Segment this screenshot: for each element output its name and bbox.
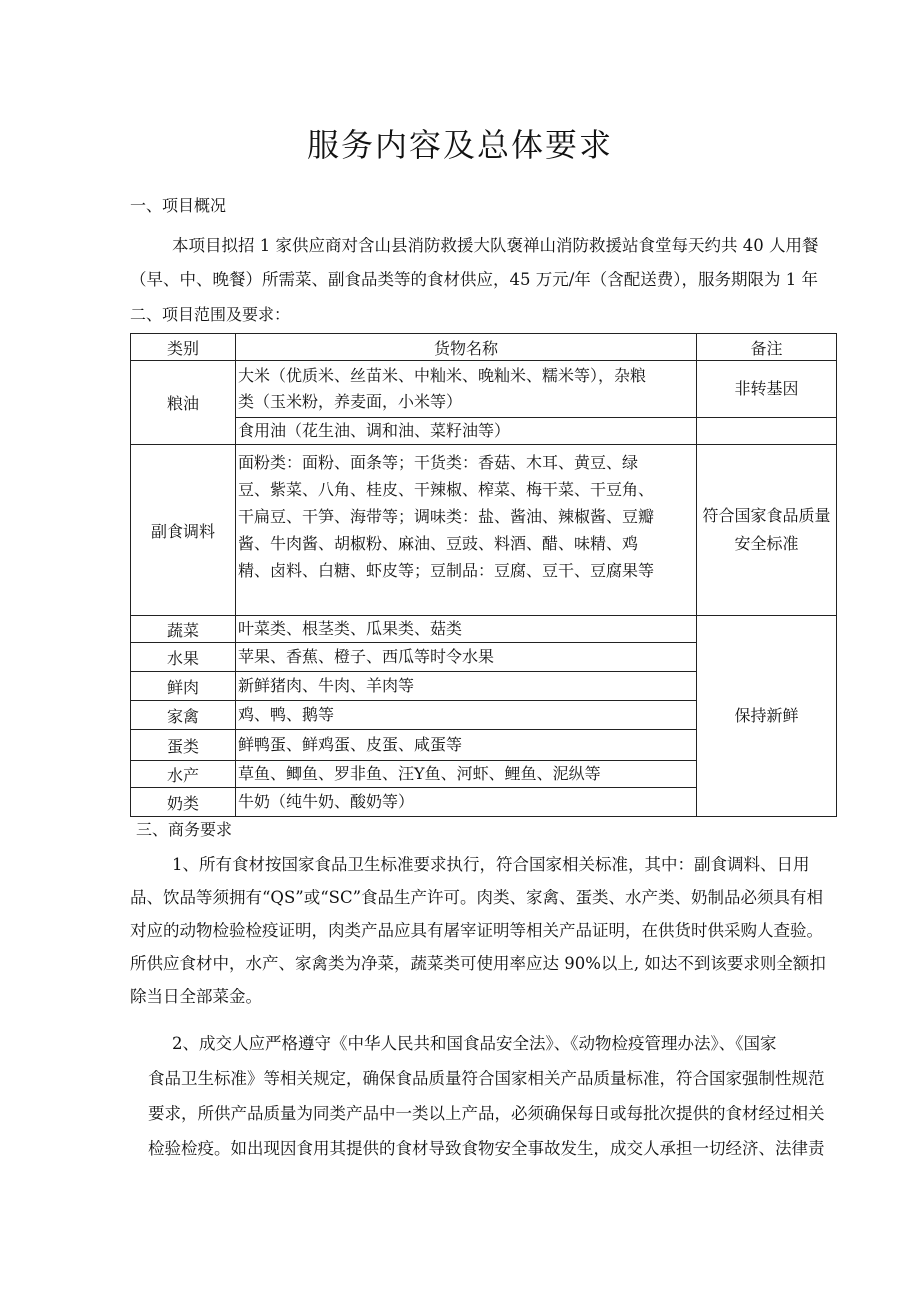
- desc-eggs: 鲜鸭蛋、鲜鸡蛋、皮蛋、咸蛋等: [236, 730, 697, 761]
- desc-vegetable: 叶菜类、根茎类、瓜果类、菇类: [236, 616, 697, 643]
- seasoning-line: 面粉类：面粉、面条等；干货类：香菇、木耳、黄豆、绿: [238, 453, 639, 472]
- commerce-p1-line: 对应的动物检验检疫证明，肉类产品应具有屠宰证明等相关产品证明，在供货时供采购人查验。: [130, 921, 823, 940]
- header-category: 类别: [131, 334, 236, 361]
- table-header-row: [131, 334, 837, 361]
- commerce-p2-line: 2、成交人应严格遵守《中华人民共和国食品安全法》、《动物检疫管理办法》、《国家: [172, 1034, 777, 1053]
- category-aquatic: 水产: [131, 761, 236, 788]
- section-heading-overview: 一、项目概况: [130, 196, 227, 215]
- commerce-p1-line: 品、饮品等须拥有“QS”或“SC”食品生产许可。肉类、家禽、蛋类、水产类、奶制品必须具有相: [130, 888, 823, 907]
- desc-aquatic: 草鱼、鲫鱼、罗非鱼、汪Y鱼、河虾、鲤鱼、泥纵等: [236, 761, 697, 788]
- category-vegetable: 蔬菜: [131, 616, 236, 643]
- category-seasoning: 副食调料: [131, 445, 236, 616]
- seasoning-items: [236, 445, 697, 616]
- desc-fruit: 苹果、香蕉、橙子、西瓜等时令水果: [236, 643, 697, 672]
- note-grain-oil: [697, 418, 837, 445]
- category-dairy: 奶类: [131, 788, 236, 817]
- page-title: 服务内容及总体要求: [306, 126, 613, 164]
- grain-item-rice-line2: 类（玉米粉，养麦面，小米等）: [238, 392, 463, 411]
- commerce-p2-line: 食品卫生标准》等相关规定，确保食品质量符合国家相关产品质量标准，符合国家强制性规范: [148, 1069, 825, 1088]
- desc-meat: 新鲜猪肉、牛肉、羊肉等: [236, 672, 697, 701]
- commerce-p1-line: 1、所有食材按国家食品卫生标准要求执行，符合国家相关标准，其中：副食调料、日用: [172, 855, 810, 874]
- goods-table: [130, 333, 837, 817]
- table-row: [131, 418, 837, 445]
- overview-line-2: （早、中、晚餐）所需菜、副食品类等的食材供应，45 万元/年（含配送费），服务期限为 1 年: [130, 270, 819, 289]
- category-fruit: 水果: [131, 643, 236, 672]
- table-row: [131, 616, 837, 643]
- seasoning-line: 精、卤料、白糖、虾皮等；豆制品：豆腐、豆干、豆腐果等: [238, 561, 655, 580]
- category-grain: 粮油: [131, 361, 236, 445]
- seasoning-line: 酱、牛肉酱、胡椒粉、麻油、豆豉、料酒、醋、味精、鸡: [238, 534, 639, 553]
- note-seasoning-line1: 符合国家食品质量: [702, 506, 831, 525]
- section-heading-commerce: 三、商务要求: [136, 820, 233, 839]
- header-goods: 货物名称: [236, 334, 697, 361]
- category-eggs: 蛋类: [131, 730, 236, 761]
- overview-line-1: 本项目拟招 1 家供应商对含山县消防救援大队褒禅山消防救援站食堂每天约共 40 人用餐: [172, 236, 819, 255]
- note-grain: 非转基因: [697, 361, 837, 418]
- note-seasoning-line2: 安全标准: [734, 534, 799, 553]
- grain-item-rice: [236, 361, 697, 418]
- note-seasoning: [697, 445, 837, 616]
- note-fresh: 保持新鲜: [697, 616, 837, 817]
- desc-dairy: 牛奶（纯牛奶、酸奶等）: [236, 788, 697, 817]
- header-note: 备注: [697, 334, 837, 361]
- table-row: [131, 445, 837, 616]
- seasoning-line: 干扁豆、干笋、海带等；调味类：盐、酱油、辣椒酱、豆瓣: [238, 507, 655, 526]
- commerce-p1-line: 除当日全部菜金。: [130, 987, 262, 1006]
- section-heading-scope: 二、项目范围及要求：: [130, 305, 291, 324]
- category-meat: 鲜肉: [131, 672, 236, 701]
- category-poultry: 家禽: [131, 701, 236, 730]
- grain-item-oil: 食用油（花生油、调和油、菜籽油等）: [236, 418, 697, 445]
- commerce-p1-line: 所供应食材中，水产、家禽类为净菜，蔬菜类可使用率应达 90%以上, 如达不到该要求则全额扣: [130, 954, 826, 973]
- desc-poultry: 鸡、鸭、鹅等: [236, 701, 697, 730]
- commerce-p2-line: 要求，所供产品质量为同类产品中一类以上产品，必须确保每日或每批次提供的食材经过相关: [148, 1104, 825, 1123]
- commerce-p2-line: 检验检疫。如出现因食用其提供的食材导致食物安全事故发生，成交人承担一切经济、法律责: [148, 1139, 825, 1158]
- table-row: [131, 361, 837, 418]
- grain-item-rice-line1: 大米（优质米、丝苗米、中籼米、晚籼米、糯米等），杂粮: [238, 366, 647, 385]
- seasoning-line: 豆、紫菜、八角、桂皮、干辣椒、榨菜、梅干菜、干豆角、: [238, 480, 655, 499]
